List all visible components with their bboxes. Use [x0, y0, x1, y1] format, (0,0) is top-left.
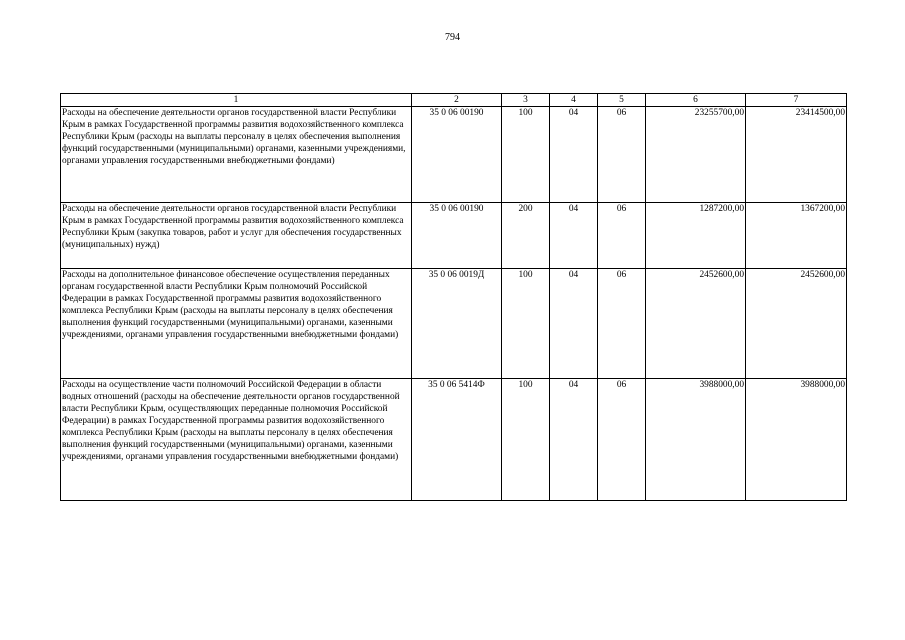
column-header-3: 3: [502, 94, 550, 107]
row-section: 04: [550, 107, 598, 203]
row-amount-col7: 3988000,00: [746, 379, 847, 501]
row-description: Расходы на обеспечение деятельности органов государственной власти Республики Крым в рамках Государственной программы развития водохозяйственного комплекса Республики Крым (закупка товаров, работ и услуг для обеспечения государственных (муниципальных) нужд): [61, 203, 412, 269]
row-section: 04: [550, 269, 598, 379]
row-expense-type: 200: [502, 203, 550, 269]
header-row: [61, 94, 847, 107]
row-amount-col6: 1287200,00: [646, 203, 746, 269]
row-amount-col7: 23414500,00: [746, 107, 847, 203]
row-section: 04: [550, 379, 598, 501]
row-expense-type: 100: [502, 269, 550, 379]
column-header-7: 7: [746, 94, 847, 107]
column-header-2: 2: [412, 94, 502, 107]
row-amount-col7: 2452600,00: [746, 269, 847, 379]
row-description: Расходы на осуществление части полномочий Российской Федерации в области водных отношений (расходы на обеспечение деятельности органов государственной власти Республики Крым, осуществляющих переданные полномочия Российской Федерации) в рамках Государственной программы развития водохозяйственного комплекса Республики Крым (расходы на выплаты персоналу в целях обеспечения выполнения функций государственными (муниципальными) органами, казенными учреждениями, органами управления государственными внебюджетными фондами): [61, 379, 412, 501]
table-row: [61, 203, 847, 269]
row-subsection: 06: [598, 203, 646, 269]
row-subsection: 06: [598, 107, 646, 203]
column-header-6: 6: [646, 94, 746, 107]
row-amount-col6: 23255700,00: [646, 107, 746, 203]
column-header-5: 5: [598, 94, 646, 107]
row-amount-col7: 1367200,00: [746, 203, 847, 269]
budget-table: [60, 93, 847, 501]
table-row: [61, 269, 847, 379]
row-subsection: 06: [598, 269, 646, 379]
column-header-4: 4: [550, 94, 598, 107]
row-subsection: 06: [598, 379, 646, 501]
row-target-code: 35 0 06 0019Д: [412, 269, 502, 379]
row-target-code: 35 0 06 5414Ф: [412, 379, 502, 501]
page-number: 794: [445, 32, 460, 43]
row-expense-type: 100: [502, 379, 550, 501]
row-description: Расходы на дополнительное финансовое обеспечение осуществления переданных органам государственной власти Республики Крым полномочий Российской Федерации в рамках Государственной программы развития водохозяйственного комплекса Республики Крым (расходы на выплаты персоналу в целях обеспечения выполнения функций государственными (муниципальными) органами, казенными учреждениями, органами управления государственными внебюджетными фондами): [61, 269, 412, 379]
row-section: 04: [550, 203, 598, 269]
row-description: Расходы на обеспечение деятельности органов государственной власти Республики Крым в рамках Государственной программы развития водохозяйственного комплекса Республики Крым (расходы на выплаты персоналу в целях обеспечения выполнения функций государственными (муниципальными) органами, казенными учреждениями, органами управления государственными внебюджетными фондами): [61, 107, 412, 203]
row-target-code: 35 0 06 00190: [412, 107, 502, 203]
column-header-1: 1: [61, 94, 412, 107]
table-row: [61, 107, 847, 203]
row-amount-col6: 3988000,00: [646, 379, 746, 501]
row-expense-type: 100: [502, 107, 550, 203]
row-target-code: 35 0 06 00190: [412, 203, 502, 269]
table-row: [61, 379, 847, 501]
row-amount-col6: 2452600,00: [646, 269, 746, 379]
